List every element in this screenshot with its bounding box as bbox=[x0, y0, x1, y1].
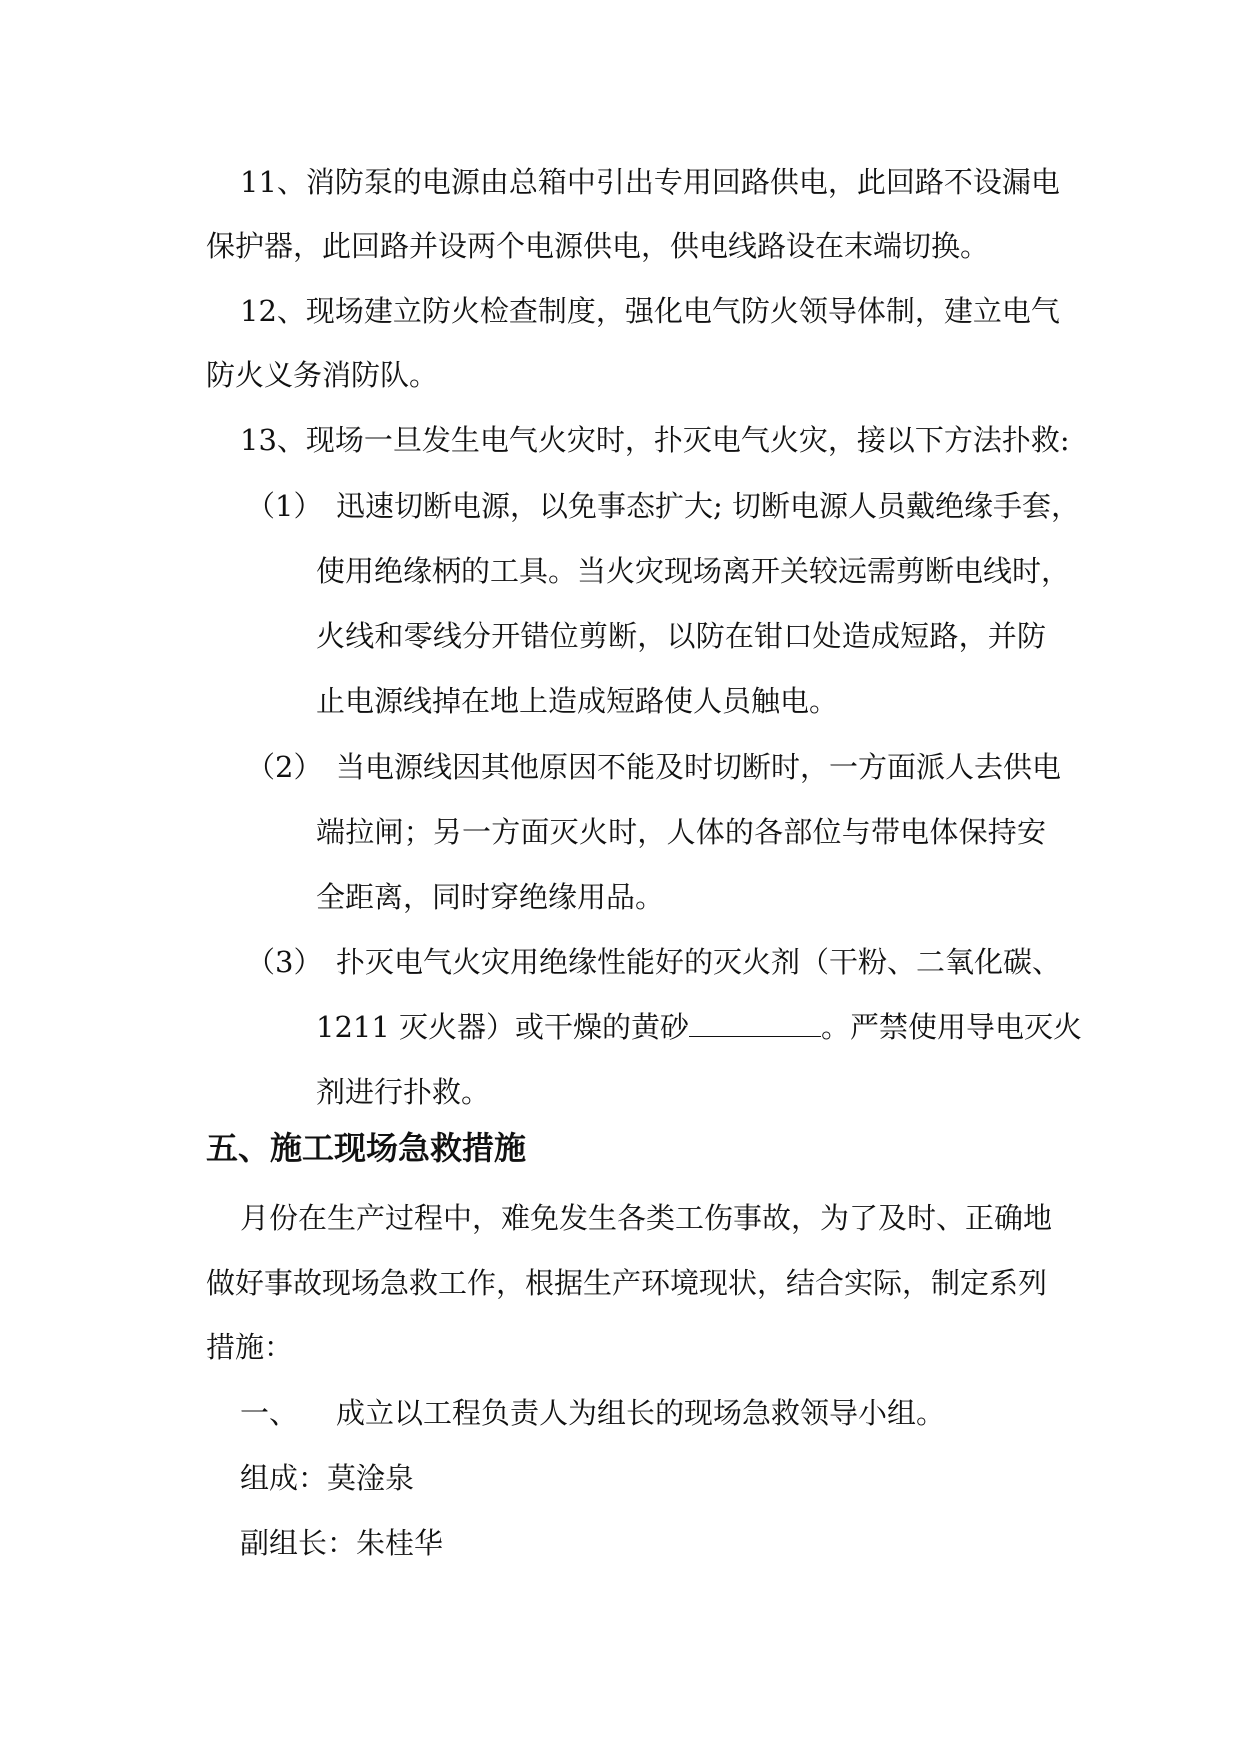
item-11-line-2: 保护器，此回路并设两个电源供电，供电线路设在末端切换。 bbox=[206, 229, 990, 263]
list-item-1-text: 成立以工程负责人为组长的现场急救领导小组。 bbox=[336, 1396, 946, 1430]
sub-item-3-line-3: 剂进行扑救。 bbox=[316, 1075, 491, 1109]
list-item-1-marker: 一、 bbox=[240, 1396, 299, 1430]
members-value: 莫淦泉 bbox=[327, 1461, 415, 1495]
deputy-label: 副组长： bbox=[240, 1526, 357, 1560]
item-12-line-1: 12、现场建立防火检查制度，强化电气防火领导体制，建立电气 bbox=[240, 294, 1060, 328]
sub-item-1-line-1: 迅速切断电源，以免事态扩大; 切断电源人员戴绝缘手套， bbox=[336, 489, 1080, 523]
item-11-line-1: 11、消防泵的电源由总箱中引出专用回路供电，此回路不设漏电 bbox=[240, 165, 1060, 199]
sub-item-3-line-2-end: 。严禁使用导电灭火 bbox=[821, 1010, 1083, 1044]
sub-item-3-line-2 bbox=[316, 1007, 1082, 1047]
deputy-line bbox=[240, 1523, 443, 1563]
item-13-line-1: 13、现场一旦发生电气火灾时，扑灭电气火灾，接以下方法扑救: bbox=[240, 423, 1070, 457]
item-12-line-2: 防火义务消防队。 bbox=[206, 358, 439, 392]
sub-item-3-line-1: 扑灭电气火灾用绝缘性能好的灭火剂（干粉、二氧化碳、 bbox=[336, 945, 1062, 979]
deputy-value: 朱桂华 bbox=[356, 1526, 444, 1560]
section-heading: 五、施工现场急救措施 bbox=[206, 1129, 527, 1167]
sub-item-1-marker: （1） bbox=[246, 489, 323, 523]
members-label: 组成： bbox=[240, 1461, 328, 1495]
sub-item-2-line-3: 全距离，同时穿绝缘用品。 bbox=[316, 880, 665, 914]
sub-item-2-marker: （2） bbox=[246, 750, 323, 784]
sub-item-2-line-2: 端拉闸；另一方面灭火时，人体的各部位与带电体保持安 bbox=[316, 815, 1046, 849]
sub-item-3-line-2-start: 1211 灭火器）或干燥的黄砂 bbox=[316, 1010, 690, 1044]
section-paragraph-line-3: 措施： bbox=[206, 1330, 294, 1364]
sub-item-1-line-3: 火线和零线分开错位剪断，以防在钳口处造成短路，并防 bbox=[316, 619, 1046, 653]
sub-item-1-line-2: 使用绝缘柄的工具。当火灾现场离开关较远需剪断电线时， bbox=[316, 554, 1071, 588]
sub-item-1-line-4: 止电源线掉在地上造成短路使人员触电。 bbox=[316, 684, 839, 718]
section-paragraph-line-2: 做好事故现场急救工作，根据生产环境现状，结合实际，制定系列 bbox=[206, 1266, 1048, 1300]
sub-item-2-line-1: 当电源线因其他原因不能及时切断时，一方面派人去供电 bbox=[336, 750, 1062, 784]
members-line bbox=[240, 1458, 414, 1498]
section-paragraph-line-1: 月份在生产过程中，难免发生各类工伤事故，为了及时、正确地 bbox=[240, 1201, 1053, 1235]
sub-item-3-marker: （3） bbox=[246, 945, 323, 979]
fill-in-blank bbox=[689, 1010, 821, 1037]
